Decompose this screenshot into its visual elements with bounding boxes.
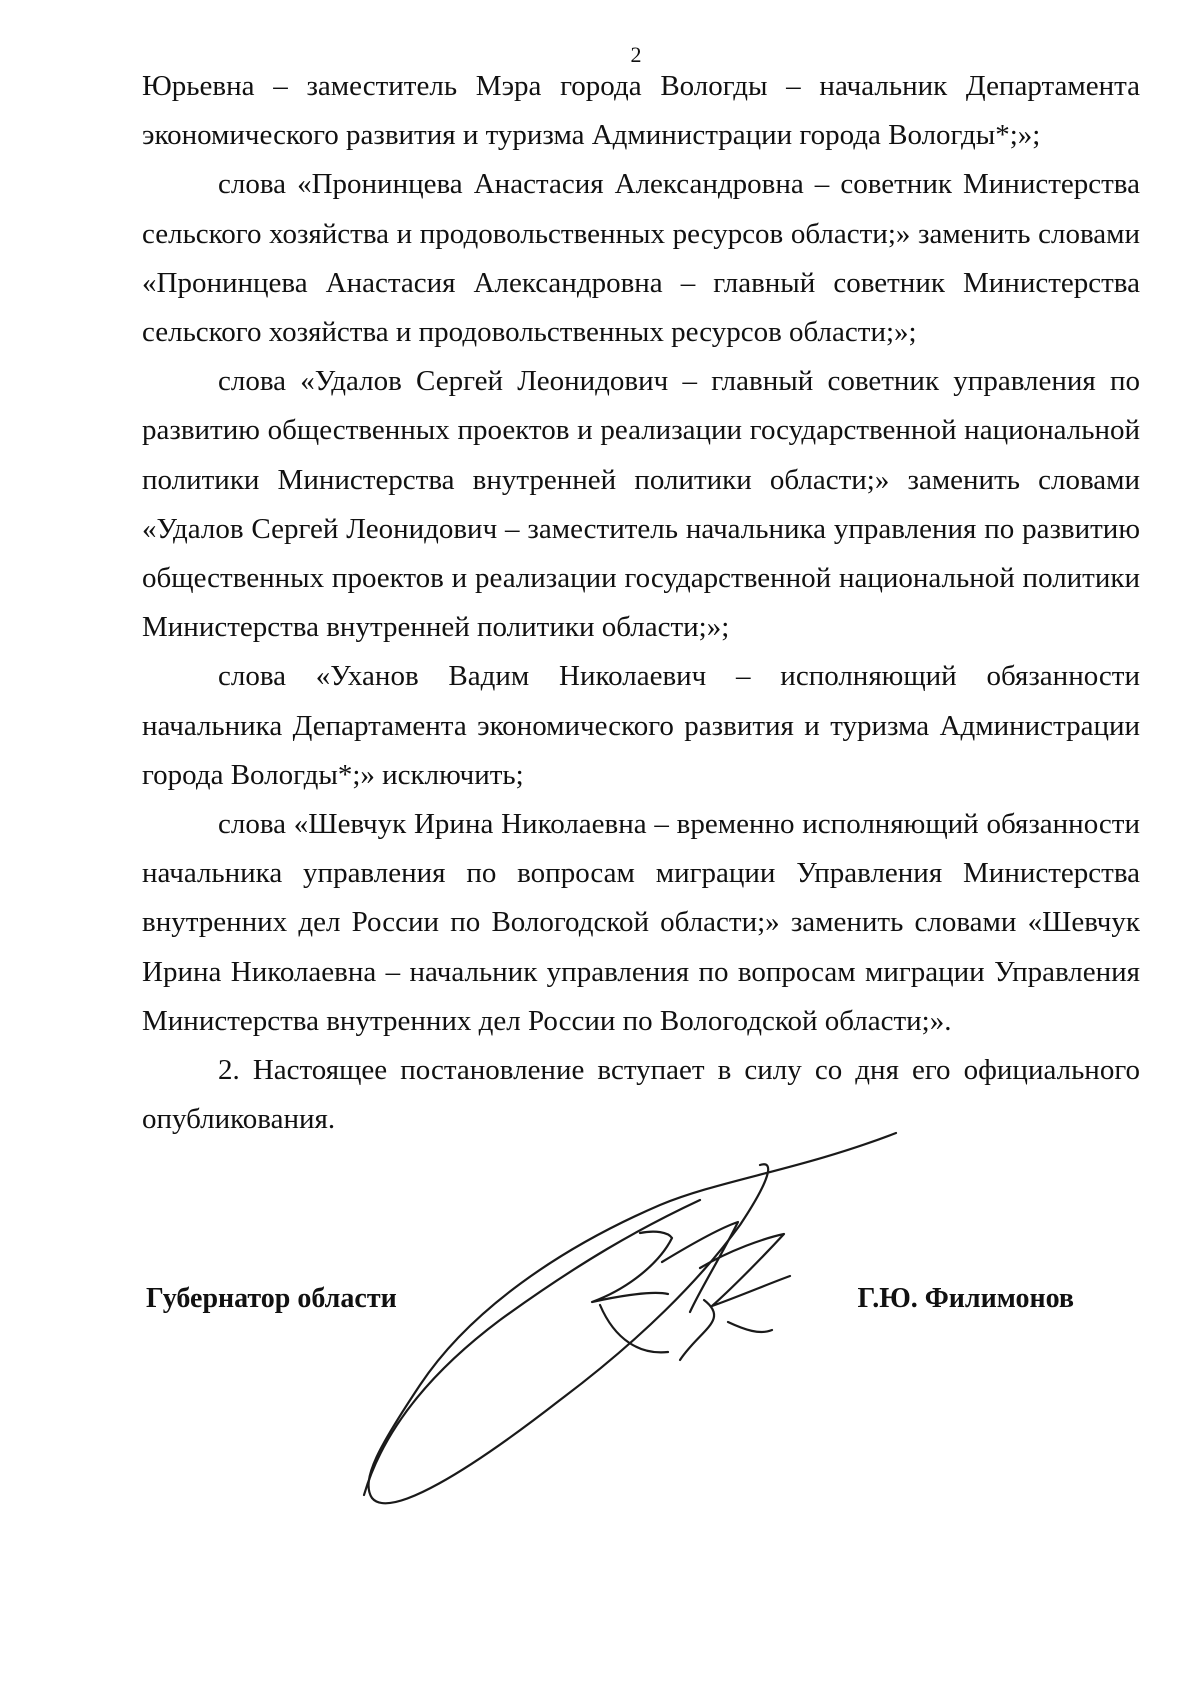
signature-block bbox=[142, 1283, 1140, 1323]
page-number: 2 bbox=[630, 42, 642, 67]
signatory-name: Г.Ю. Филимонов bbox=[857, 1283, 1074, 1314]
paragraph-continuation: Юрьевна – заместитель Мэра города Вологды – начальник Департамента экономического развития и туризма Администрации города Вологды*;»; bbox=[142, 70, 1140, 152]
paragraph-proenintseva: слова «Прoнинцева Анастасия Александровна – советник Министерства сельского хозяйства и продовольственных ресурсов области;» заменить словами «Прoнинцева Анастасия Александровна – главный советник Министерства сельского хозяйства и продовольственных ресурсов области;»; bbox=[142, 168, 1140, 349]
paragraph-shevchuk: слова «Шевчук Ирина Николаевна – временно исполняющий обязанности начальника управления по вопросам миграции Управления Министерства внутренних дел России по Вологодской области;» заменить словами «Шевчук Ирина Николаевна – начальник управления по вопросам миграции Управления Министерства внутренних дел России по Вологодской области;». bbox=[142, 808, 1140, 1037]
paragraph-effective-date: 2. Настоящее постановление вступает в силу со дня его официального опубликования. bbox=[142, 1054, 1140, 1136]
signatory-title: Губернатор области bbox=[146, 1283, 397, 1314]
paragraph-ukhanov: слова «Уханов Вадим Николаевич – исполняющий обязанности начальника Департамента экономического развития и туризма Администрации города Вологды*;» исключить; bbox=[142, 660, 1140, 791]
paragraph-udalov: слова «Удалов Сергей Леонидович – главный советник управления по развитию общественных проектов и реализации государственной национальной политики Министерства внутренней политики области;» заменить словами «Удалов Сергей Леонидович – заместитель начальника управления по развитию общественных проектов и реализации государственной национальной политики Министерства внутренней политики области;»; bbox=[142, 365, 1140, 644]
